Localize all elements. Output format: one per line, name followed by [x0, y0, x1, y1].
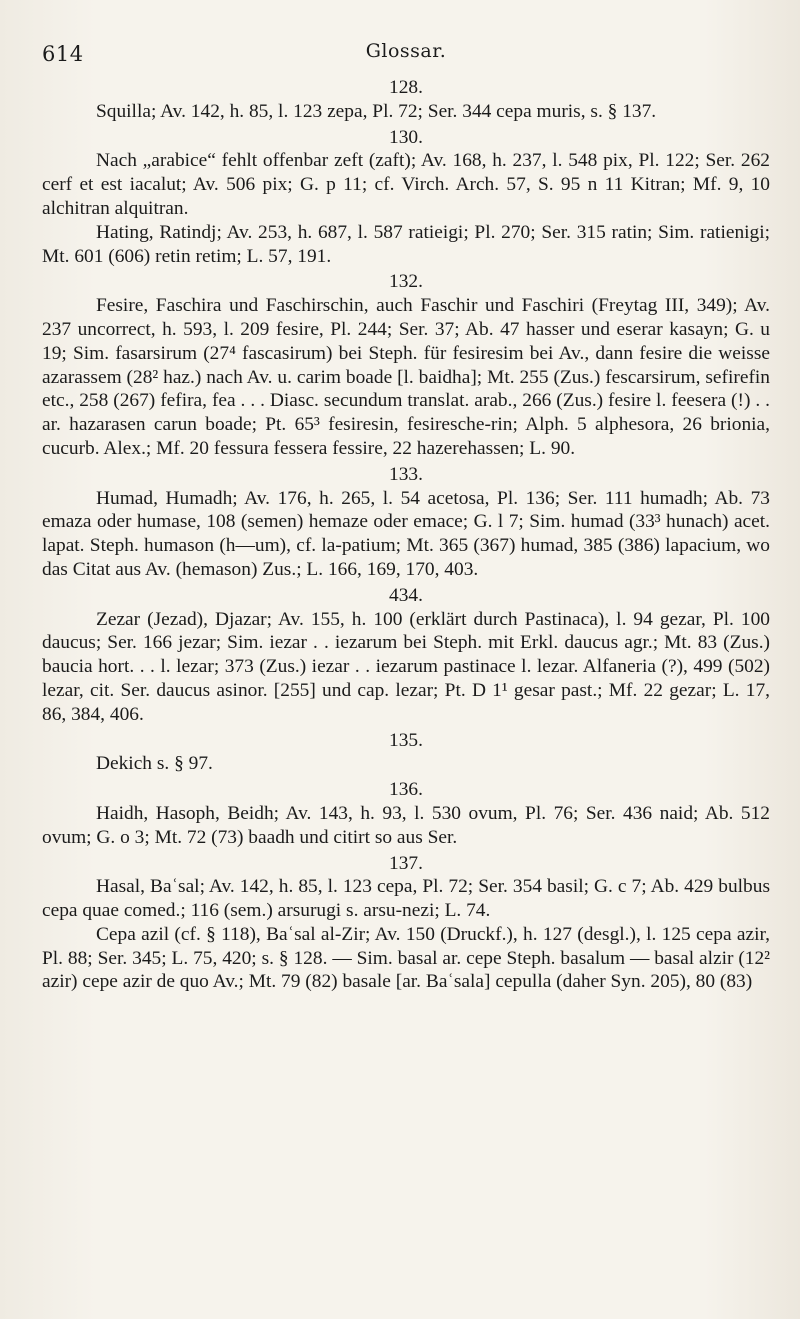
paragraph: Cepa azil (cf. § 118), Baʿsal al-Zir; Av. 150 (Druckf.), h. 127 (desgl.), l. 125 cepa azir, Pl. 88; Ser. 345; L. 75, 420; s. § 128. — Sim. basal ar. cepe Steph. basalum — basal alzir (12² azir) cepe azir de quo Av.; Mt. 79 (82) basale [ar. Baʿsala] cepulla (daher Syn. 205), 80 (83)	[42, 923, 770, 993]
section-number: 128.	[389, 77, 423, 98]
page-header	[42, 28, 770, 74]
section-number: 132.	[389, 271, 423, 293]
paragraph: Humad, Humadh; Av. 176, h. 265, l. 54 acetosa, Pl. 136; Ser. 111 humadh; Ab. 73 emaza oder humase, 108 (semen) hemaze oder emace; G. l 7; Sim. humad (33³ hunach) acet. lapat. Steph. humason (h—um), cf. la-patium; Mt. 365 (367) humad, 385 (386) lapacium, wo das Citat aus Av. (hemason) Zus.; L. 166, 169, 170, 403.	[42, 487, 770, 580]
paragraph: Zezar (Jezad), Djazar; Av. 155, h. 100 (erklärt durch Pastinaca), l. 94 gezar, Pl. 100 daucus; Ser. 166 jezar; Sim. iezar . . iezarum bei Steph. mit Erkl. daucus agr.; Mt. 83 (Zus.) baucia hort. . . l. lezar; 373 (Zus.) iezar . . iezarum pastinace l. lezar. Alfaneria (?), 499 (502) lezar, cit. Ser. daucus asinor. [255] und cap. lezar; Pt. D 1¹ gesar past.; Mf. 22 gezar; L. 17, 86, 384, 406.	[42, 608, 770, 725]
paragraph: Fesire, Faschira und Faschirschin, auch Faschir und Faschiri (Freytag III, 349); Av. 237 uncorrect, h. 593, l. 209 fesire, Pl. 244; Ser. 37; Ab. 47 hasser und eserar kasayn; G. u 19; Sim. fasarsirum (27⁴ fascasirum) bei Steph. für fesiresim bei Av., dann fesire die weisse azarassem (28² haz.) nach Av. u. carim boade [l. baidha]; Mt. 255 (Zus.) fescarsirum, sefirefin etc., 258 (267) fefira, fea . . . Diasc. secundum translat. arab., 266 (Zus.) fesire l. feesera (!) . . ar. hazarasen carun boade; Pt. 65³ fesiresin, fesiresche-rin; Alph. 5 alphesora, 26 brionia, cucurb. Alex.; Mf. 20 fessura fessera fessire, 22 hazerehassen; L. 90.	[42, 295, 770, 459]
section-number: 137.	[389, 852, 423, 874]
paragraph: Nach „arabice“ fehlt offenbar zeft (zaft); Av. 168, h. 237, l. 548 pix, Pl. 122; Ser. 262 cerf et est iacalut; Av. 506 pix; G. p 11; cf. Virch. Arch. 57, S. 95 n 11 Kitran; Mf. 9, 10 alchitran alquitran.	[42, 150, 770, 219]
paragraph: Hasal, Baʿsal; Av. 142, h. 85, l. 123 cepa, Pl. 72; Ser. 354 basil; G. c 7; Ab. 429 bulbus cepa quae comed.; 116 (sem.) arsurugi s. arsu-nezi; L. 74.	[42, 876, 770, 922]
page-number: 614	[42, 42, 84, 66]
running-title: Glossar.	[365, 40, 447, 62]
paragraph: Dekich s. § 97.	[96, 753, 213, 775]
paragraph: Hating, Ratindj; Av. 253, h. 687, l. 587 ratieigi; Pl. 270; Ser. 315 ratin; Sim. ratienigi; Mt. 601 (606) retin retim; L. 57, 191.	[42, 221, 770, 267]
glossary-body	[42, 76, 770, 994]
paragraph: Haidh, Hasoph, Beidh; Av. 143, h. 93, l. 530 ovum, Pl. 76; Ser. 436 naid; Ab. 512 ovum; G. o 3; Mt. 72 (73) baadh und citirt so aus Ser.	[42, 802, 770, 848]
section-number: 434.	[389, 584, 423, 606]
paragraph: Squilla; Av. 142, h. 85, l. 123 zepa, Pl. 72; Ser. 344 cepa muris, s. § 137.	[96, 100, 657, 122]
section-number: 133.	[389, 463, 423, 485]
section-number: 136.	[389, 779, 423, 801]
section-number: 135.	[389, 729, 423, 751]
section-number: 130.	[389, 126, 423, 148]
